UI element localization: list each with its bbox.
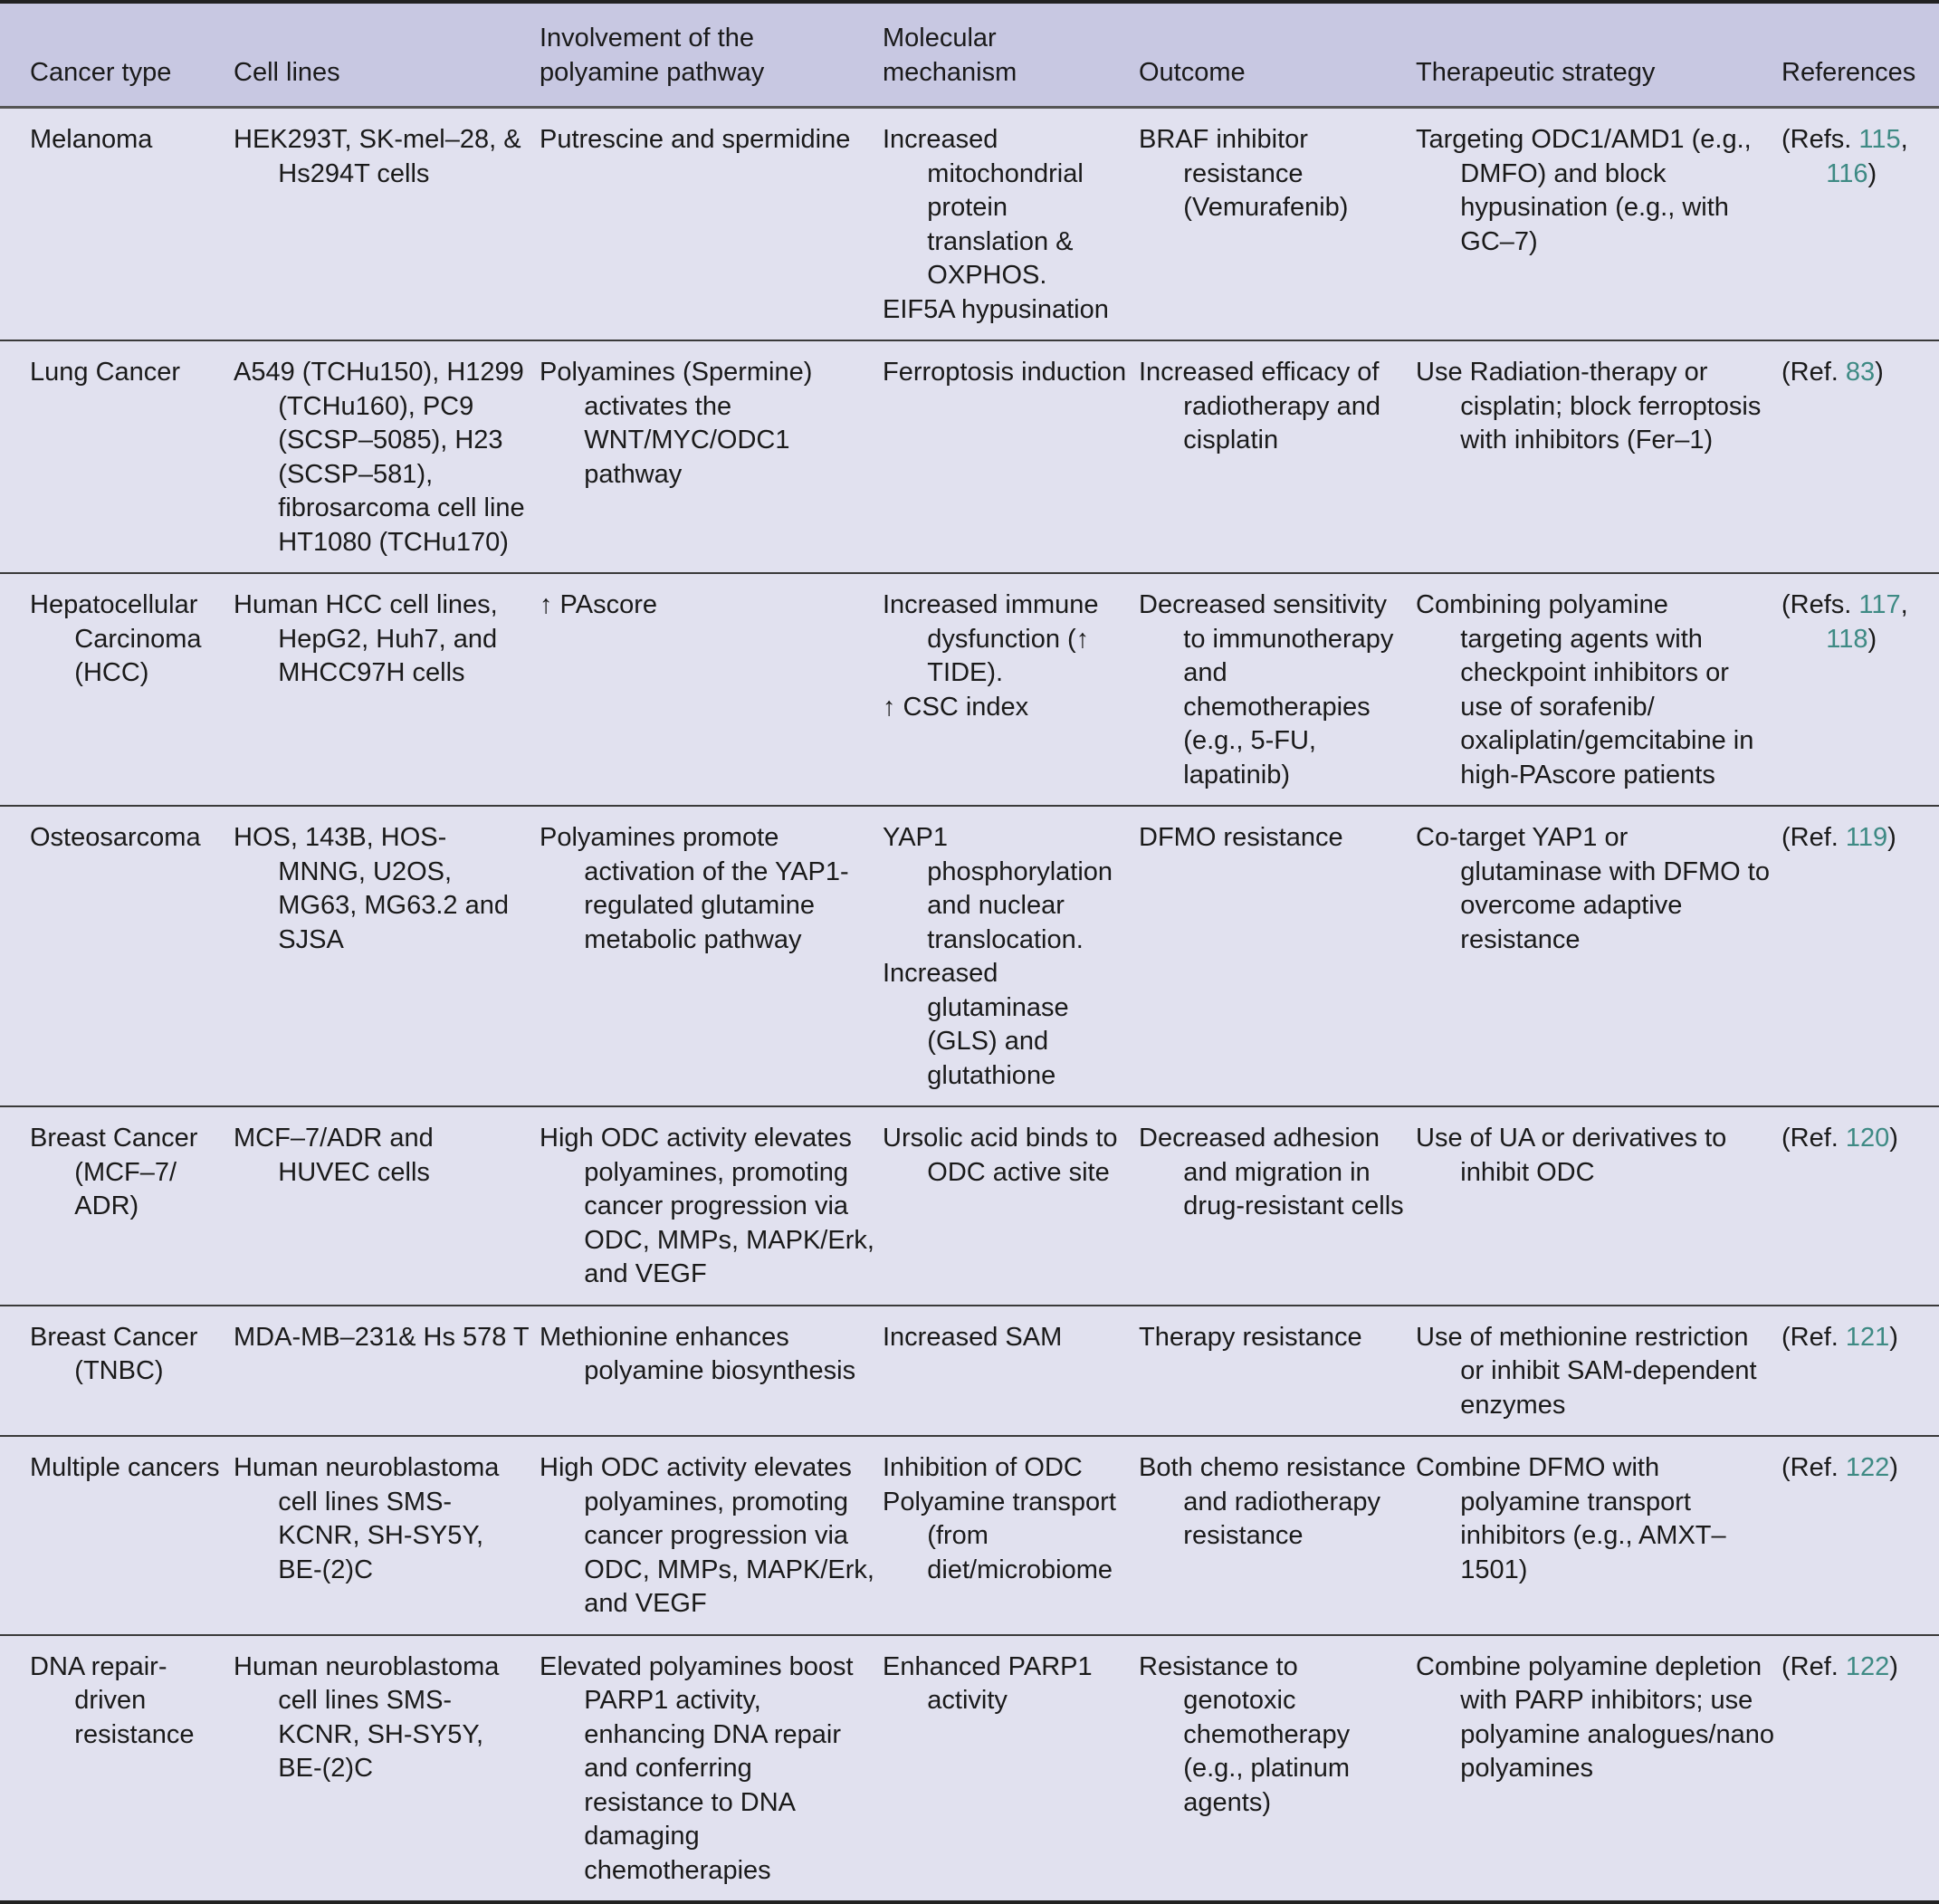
cell-cancer-type <box>0 340 234 573</box>
mechanism-text <box>883 1451 1139 1587</box>
reference-link[interactable]: 83 <box>1845 358 1876 387</box>
cell-cell-lines <box>234 573 540 806</box>
strategy-text: Use of methionine restriction or inhibit SAM-dependent enzymes <box>1416 1322 1757 1420</box>
cell-involvement <box>540 806 883 1106</box>
cell-cell-lines <box>234 806 540 1106</box>
header-cell-lines: Cell lines <box>234 57 340 87</box>
mechanism-text <box>883 1122 1139 1190</box>
reference-link[interactable]: 119 <box>1845 823 1888 852</box>
cell-molecular-mechanism <box>883 340 1139 573</box>
involvement-text: Polyamines (Spermine) activates the WNT/MYC/ODC1 pathway <box>540 358 813 489</box>
cell-cancer-type <box>0 1635 234 1903</box>
mechanism-line: EIF5A hypusination <box>883 294 1109 324</box>
strategy-text: Use of UA or derivatives to inhibit ODC <box>1416 1124 1727 1187</box>
mechanism-text <box>883 1650 1139 1718</box>
header-involvement: Involvement of the polyamine pathway <box>540 24 765 87</box>
references-text <box>1781 821 1939 856</box>
ref-suffix: ) <box>1889 1651 1898 1681</box>
table-row <box>0 1635 1939 1903</box>
table-row <box>0 1106 1939 1306</box>
cell-lines-text: MDA-MB–231& Hs 578 T <box>234 1322 530 1352</box>
header-row <box>0 2 1939 108</box>
table-row <box>0 108 1939 341</box>
ref-suffix: ) <box>1889 1453 1898 1482</box>
cancer-type-text: Melanoma <box>30 125 153 154</box>
cell-molecular-mechanism <box>883 1436 1139 1635</box>
cell-molecular-mechanism <box>883 108 1139 341</box>
mechanism-text <box>883 356 1139 390</box>
table-row <box>0 340 1939 573</box>
mechanism-text <box>883 588 1139 724</box>
header-therapeutic-strategy: Therapeutic strategy <box>1416 57 1656 87</box>
cell-lines-text: Human neuroblastoma cell lines SMS-KCNR, SH-SY5Y, BE-(2)C <box>234 1651 500 1783</box>
cell-lines-text: HEK293T, SK-mel–28, & Hs294T cells <box>234 125 521 188</box>
mechanism-line: YAP1 phosphorylation and nuclear translocation. <box>883 823 1113 954</box>
involvement-text: Elevated polyamines boost PARP1 activity, enhancing DNA repair and conferring resistance to DNA damaging chemotherapies <box>540 1651 854 1885</box>
ref-prefix: (Ref. <box>1781 1453 1846 1482</box>
strategy-text: Targeting ODC1/AMD1 (e.g., DMFO) and block hypusination (e.g., with GC–7) <box>1416 125 1752 256</box>
cell-molecular-mechanism <box>883 1306 1139 1437</box>
cell-references <box>1781 340 1939 573</box>
cell-therapeutic-strategy <box>1416 1106 1781 1306</box>
table-row <box>0 1436 1939 1635</box>
cell-cancer-type <box>0 1306 234 1437</box>
cell-cancer-type <box>0 806 234 1106</box>
ref-prefix: (Ref. <box>1781 1124 1846 1153</box>
header-references: References <box>1781 57 1916 87</box>
table-row <box>0 806 1939 1106</box>
cell-references <box>1781 108 1939 341</box>
references-text <box>1781 1122 1939 1156</box>
cancer-type-text: Breast Cancer (MCF–7/ ADR) <box>30 1124 198 1220</box>
header-outcome: Outcome <box>1139 57 1246 87</box>
involvement-text: High ODC activity elevates polyamines, promoting cancer progression via ODC, MMPs, MAPK/Erk, and VEGF <box>540 1124 874 1288</box>
cell-cell-lines <box>234 1106 540 1306</box>
reference-link[interactable]: 118 <box>1826 624 1868 654</box>
outcome-text: Therapy resistance <box>1139 1322 1362 1352</box>
references-text <box>1781 1321 1939 1355</box>
mechanism-line: Increased SAM <box>883 1322 1063 1352</box>
cancer-type-text: Multiple cancers <box>30 1453 220 1482</box>
reference-link[interactable]: 122 <box>1845 1651 1890 1681</box>
cancer-type-text: Breast Cancer (TNBC) <box>30 1322 198 1385</box>
cell-therapeutic-strategy <box>1416 573 1781 806</box>
cell-lines-text: Human HCC cell lines, HepG2, Huh7, and MHCC97H cells <box>234 590 498 687</box>
outcome-text: Increased efficacy of radiotherapy and cisplatin <box>1139 358 1380 454</box>
ref-suffix: ) <box>1867 158 1877 188</box>
cell-molecular-mechanism <box>883 573 1139 806</box>
cell-outcome <box>1139 1635 1416 1903</box>
header-molecular-mechanism: Molecular mechanism <box>883 24 1017 87</box>
cell-references <box>1781 1635 1939 1903</box>
cell-involvement <box>540 573 883 806</box>
outcome-text: BRAF inhibitor resistance (Vemurafenib) <box>1139 125 1349 222</box>
cell-cancer-type <box>0 108 234 341</box>
mechanism-line: Enhanced PARP1 activity <box>883 1651 1093 1715</box>
ref-suffix: ) <box>1887 823 1896 852</box>
cell-molecular-mechanism <box>883 806 1139 1106</box>
mechanism-text <box>883 1321 1139 1355</box>
cell-outcome <box>1139 1306 1416 1437</box>
strategy-text: Use Radiation-therapy or cisplatin; block ferroptosis with inhibitors (Fer–1) <box>1416 358 1762 454</box>
references-text: (Refs. 115, 116) <box>1781 125 1908 188</box>
table-row <box>0 1306 1939 1437</box>
strategy-text: Co-target YAP1 or glutaminase with DFMO to overcome adaptive resistance <box>1416 823 1770 954</box>
cell-cell-lines <box>234 1436 540 1635</box>
cell-molecular-mechanism <box>883 1635 1139 1903</box>
references-text <box>1781 1650 1939 1685</box>
cell-cell-lines <box>234 108 540 341</box>
ref-suffix: ) <box>1875 358 1884 387</box>
mechanism-line: Increased immune dysfunction (↑ TIDE). <box>883 590 1099 687</box>
outcome-text: DFMO resistance <box>1139 823 1343 852</box>
mechanism-line: Increased mitochondrial protein translation & OXPHOS. <box>883 125 1084 290</box>
involvement-text: ↑ PAscore <box>540 590 658 619</box>
references-text <box>1781 1451 1939 1486</box>
cell-outcome <box>1139 806 1416 1106</box>
header-cancer-type: Cancer type <box>30 57 172 87</box>
reference-link[interactable]: 122 <box>1845 1453 1890 1482</box>
reference-link[interactable]: 117 <box>1858 590 1901 619</box>
cell-involvement <box>540 1436 883 1635</box>
mechanism-line: Increased glutaminase (GLS) and glutathione <box>883 959 1069 1090</box>
cell-therapeutic-strategy <box>1416 1436 1781 1635</box>
cell-cancer-type <box>0 1436 234 1635</box>
cell-therapeutic-strategy <box>1416 340 1781 573</box>
cell-references <box>1781 806 1939 1106</box>
cell-cell-lines <box>234 1306 540 1437</box>
ref-prefix: (Ref. <box>1781 1651 1846 1681</box>
cancer-type-text: Hepatocellular Carcinoma (HCC) <box>30 590 202 687</box>
mechanism-line: Polyamine transport (from diet/microbiome <box>883 1487 1116 1584</box>
ref-suffix: ) <box>1889 1322 1898 1352</box>
mechanism-text <box>883 123 1139 327</box>
table-body <box>0 108 1939 1903</box>
cell-lines-text: HOS, 143B, HOS-MNNG, U2OS, MG63, MG63.2 and SJSA <box>234 823 509 954</box>
involvement-text: High ODC activity elevates polyamines, promoting cancer progression via ODC, MMPs, MAPK/Erk, and VEGF <box>540 1453 874 1618</box>
reference-link[interactable]: 116 <box>1826 158 1868 188</box>
cell-involvement <box>540 1306 883 1437</box>
involvement-text: Methionine enhances polyamine biosynthesis <box>540 1322 856 1385</box>
ref-suffix: ) <box>1867 624 1877 654</box>
references-text: (Refs. 117, 118) <box>1781 590 1908 654</box>
cancer-type-text: DNA repair-driven resistance <box>30 1651 195 1749</box>
outcome-text: Resistance to genotoxic chemotherapy (e.g., platinum agents) <box>1139 1651 1351 1817</box>
table-header <box>0 2 1939 108</box>
ref-prefix: (Refs. <box>1781 590 1859 619</box>
ref-prefix: (Ref. <box>1781 823 1846 852</box>
cell-lines-text: MCF–7/ADR and HUVEC cells <box>234 1124 434 1187</box>
reference-link[interactable]: 120 <box>1845 1124 1890 1153</box>
cell-involvement <box>540 340 883 573</box>
ref-prefix: (Ref. <box>1781 358 1846 387</box>
cell-outcome <box>1139 1436 1416 1635</box>
strategy-text: Combine DFMO with polyamine transport inhibitors (e.g., AMXT–1501) <box>1416 1453 1726 1584</box>
involvement-text: Polyamines promote activation of the YAP1-regulated glutamine metabolic pathway <box>540 823 849 954</box>
cell-outcome <box>1139 108 1416 341</box>
strategy-text: Combining polyamine targeting agents with checkpoint inhibitors or use of sorafenib/ oxaliplatin/gemcitabine in high-PAscore patients <box>1416 590 1754 789</box>
cell-references <box>1781 573 1939 806</box>
cell-references <box>1781 1106 1939 1306</box>
cell-involvement <box>540 1106 883 1306</box>
mechanism-line: Inhibition of ODC <box>883 1453 1083 1482</box>
ref-suffix: ) <box>1889 1124 1898 1153</box>
cancer-type-text: Osteosarcoma <box>30 823 201 852</box>
cell-references <box>1781 1436 1939 1635</box>
mechanism-line: Ursolic acid binds to ODC active site <box>883 1124 1118 1187</box>
cell-lines-text: Human neuroblastoma cell lines SMS-KCNR, SH-SY5Y, BE-(2)C <box>234 1453 500 1584</box>
cell-therapeutic-strategy <box>1416 806 1781 1106</box>
cell-cell-lines <box>234 340 540 573</box>
cell-outcome <box>1139 1106 1416 1306</box>
cell-references <box>1781 1306 1939 1437</box>
cell-therapeutic-strategy <box>1416 108 1781 341</box>
ref-prefix: (Refs. <box>1781 125 1859 154</box>
cell-outcome <box>1139 573 1416 806</box>
cell-cancer-type <box>0 1106 234 1306</box>
reference-link[interactable]: 115 <box>1858 125 1901 154</box>
mechanism-line: ↑ CSC index <box>883 692 1029 722</box>
cell-therapeutic-strategy <box>1416 1306 1781 1437</box>
reference-link[interactable]: 121 <box>1845 1322 1890 1352</box>
cell-outcome <box>1139 340 1416 573</box>
cell-cell-lines <box>234 1635 540 1903</box>
cell-cancer-type <box>0 573 234 806</box>
table-row <box>0 573 1939 806</box>
cancer-type-text: Lung Cancer <box>30 358 181 387</box>
outcome-text: Both chemo resistance and radiotherapy resistance <box>1139 1453 1406 1550</box>
cell-involvement <box>540 108 883 341</box>
ref-prefix: (Ref. <box>1781 1322 1846 1352</box>
involvement-text: Putrescine and spermidine <box>540 125 851 154</box>
strategy-text: Combine polyamine depletion with PARP inhibitors; use polyamine analogues/nano polyamines <box>1416 1651 1774 1783</box>
mechanism-text <box>883 821 1139 1093</box>
cell-molecular-mechanism <box>883 1106 1139 1306</box>
references-text <box>1781 356 1939 390</box>
outcome-text: Decreased adhesion and migration in drug-resistant cells <box>1139 1124 1404 1220</box>
cell-involvement <box>540 1635 883 1903</box>
cell-lines-text: A549 (TCHu150), H1299 (TCHu160), PC9 (SCSP–5085), H23 (SCSP–581), fibrosarcoma cell line HT1080 (TCHu170) <box>234 358 525 557</box>
outcome-text: Decreased sensitivity to immunotherapy and chemotherapies (e.g., 5-FU, lapatinib) <box>1139 590 1394 789</box>
cell-therapeutic-strategy <box>1416 1635 1781 1903</box>
mechanism-line: Ferroptosis induction <box>883 358 1127 387</box>
